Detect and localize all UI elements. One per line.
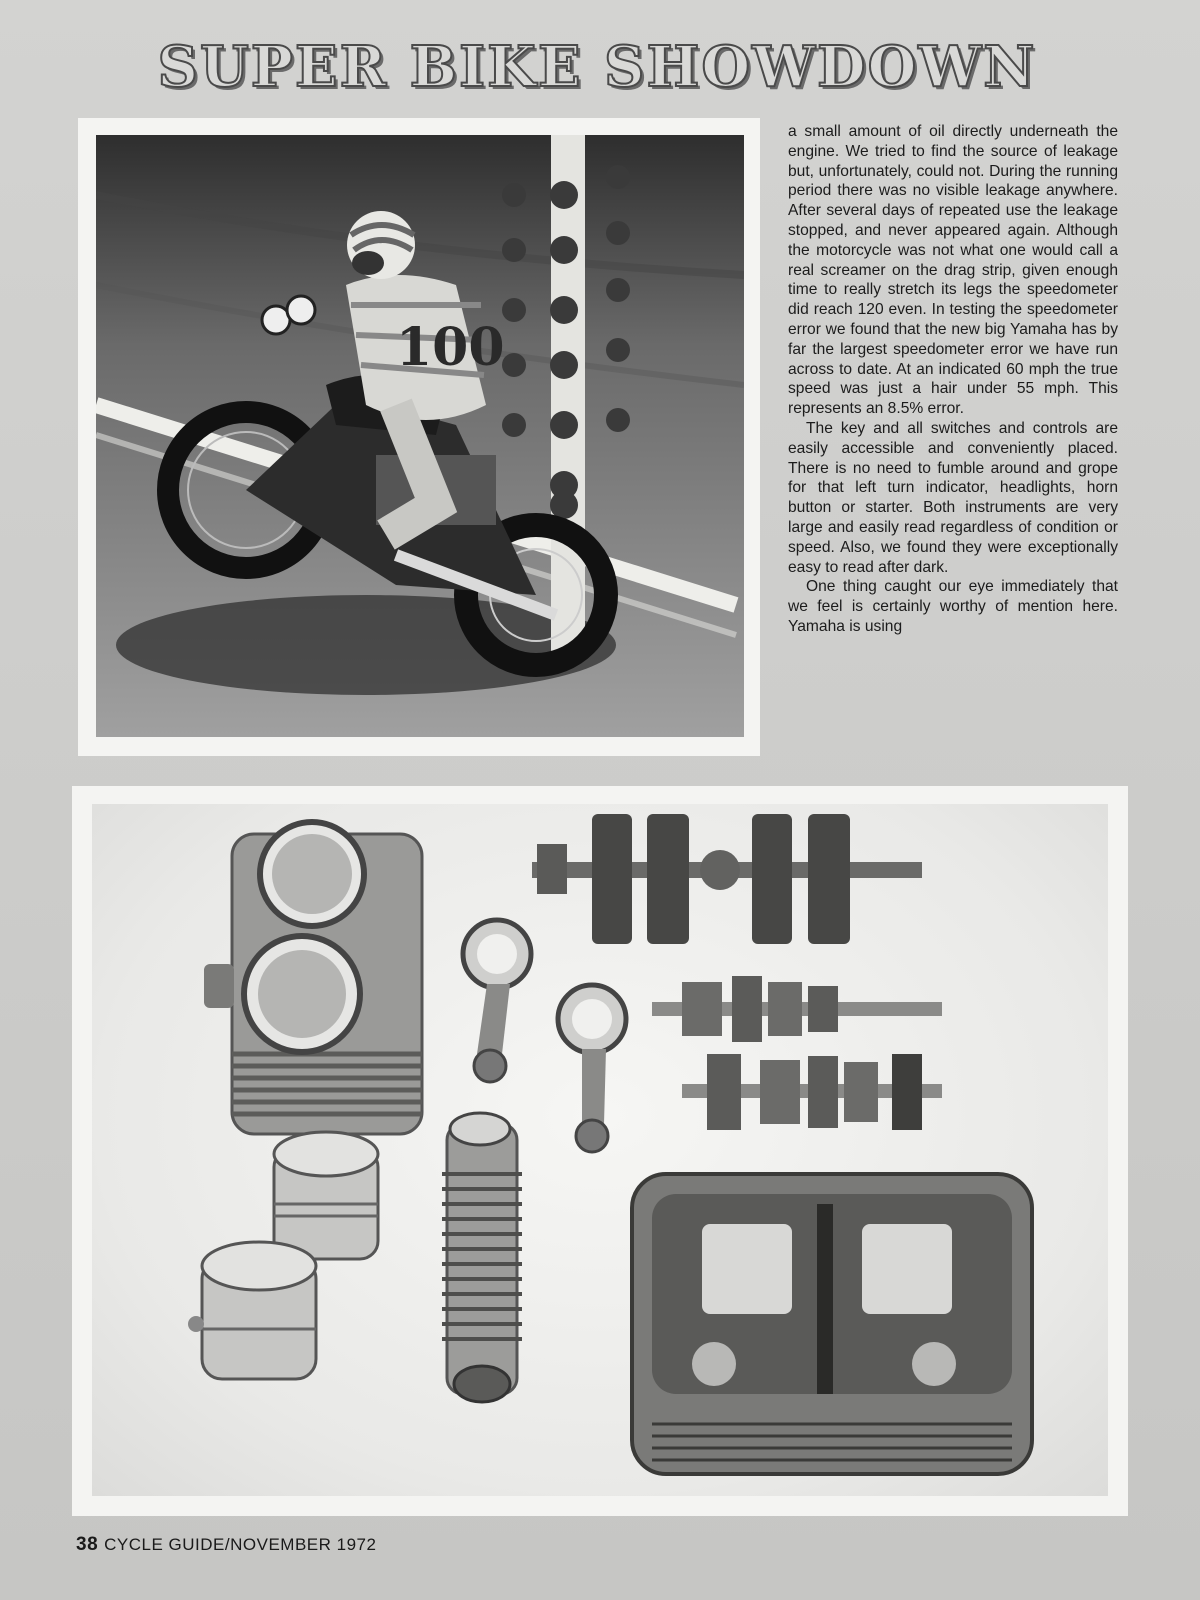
cylinder-head bbox=[632, 1174, 1032, 1474]
piston-lower bbox=[188, 1242, 316, 1379]
article-column bbox=[788, 122, 1118, 762]
connecting-rod-right bbox=[558, 985, 626, 1152]
publication-line: CYCLE GUIDE/NOVEMBER 1972 bbox=[104, 1535, 377, 1554]
crankshaft bbox=[532, 814, 922, 944]
headline: SUPER BIKE SHOWDOWN bbox=[157, 34, 1037, 100]
cam-chain-tunnel bbox=[442, 1113, 522, 1402]
piston-upper bbox=[274, 1132, 378, 1259]
article-paragraph: One thing caught our eye immediately that we feel is certainly worthy of mention here. Yamaha is using bbox=[788, 578, 1118, 635]
cylinder-block bbox=[204, 822, 422, 1134]
connecting-rod-left bbox=[463, 920, 531, 1082]
article-paragraph: The key and all switches and controls are easily accessible and conveniently placed. There is no need to fumble around and grope for that left turn indicator, headlights, horn button or starter. Both instruments are very large and easily read regardless of condition or speed. Also, we found they were exceptionally easy to read after dark. bbox=[788, 419, 1118, 576]
motorcycle-photo-illustration bbox=[96, 135, 744, 737]
photo-engine-parts bbox=[92, 804, 1108, 1496]
transmission-counter-shaft bbox=[682, 1054, 942, 1130]
rider-number: 100 bbox=[396, 317, 505, 378]
article-paragraph: a small amount of oil directly underneath the engine. We tried to find the source of leakage but, unfortunately, could not. During the running period there was no visible leakage anywhere. After several days of repeated use the leakage stopped, and never appeared again. Although the motorcycle was not what one would call a real screamer on the drag strip, given enough time to really stretch its legs the speedometer did reach 120 even. In testing the speedometer error we found that the new big Yamaha has by far the largest speedometer error we have run across to date. At an indicated 60 mph the true speed was just a hair under 55 mph. This represents an 8.5% error. bbox=[788, 123, 1118, 418]
page-folio bbox=[76, 1534, 376, 1558]
page-number: 38 bbox=[76, 1534, 99, 1555]
photo-motorcycle-rider bbox=[96, 135, 744, 737]
transmission-main-shaft bbox=[652, 976, 942, 1042]
engine-parts-illustration bbox=[92, 804, 1108, 1496]
